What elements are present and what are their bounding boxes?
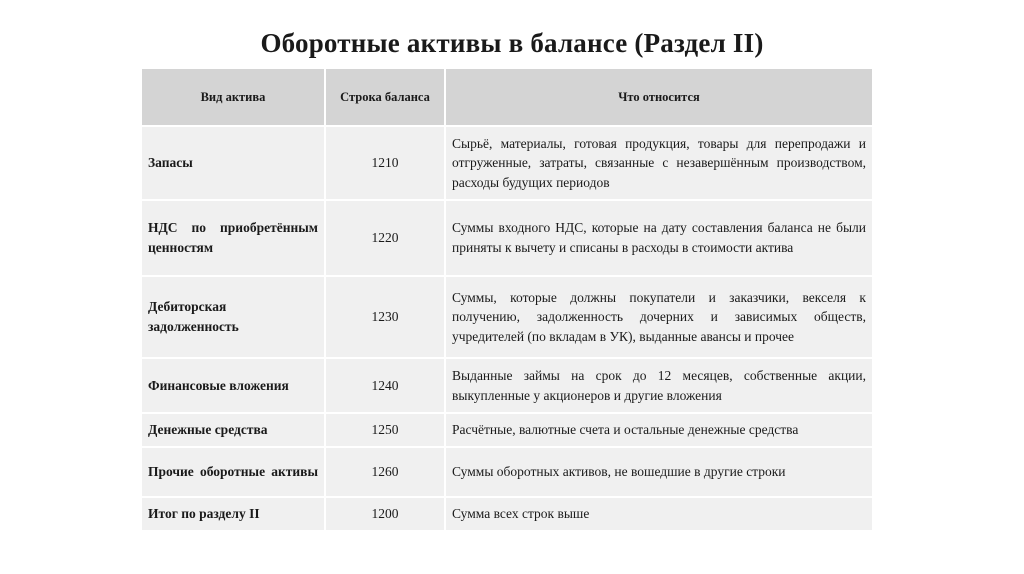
balance-line-code: 1250 <box>325 413 445 447</box>
asset-description: Суммы входного НДС, которые на дату составления баланса не были приняты к вычету и списаны в расходы в стоимости актива <box>445 200 873 276</box>
balance-line-code: 1240 <box>325 358 445 413</box>
asset-description: Сумма всех строк выше <box>445 497 873 531</box>
asset-description: Выданные займы на срок до 12 месяцев, собственные акции, выкупленные у акционеров и другие вложения <box>445 358 873 413</box>
table-row <box>141 200 873 276</box>
asset-name: Денежные средства <box>141 413 325 447</box>
table-row <box>141 413 873 447</box>
asset-description: Суммы оборотных активов, не вошедшие в другие строки <box>445 447 873 497</box>
asset-name: Запасы <box>141 126 325 200</box>
balance-line-code: 1260 <box>325 447 445 497</box>
table-row-total <box>141 497 873 531</box>
table-row <box>141 276 873 358</box>
asset-name: Итог по разделу II <box>141 497 325 531</box>
balance-line-code: 1230 <box>325 276 445 358</box>
asset-name: Прочие оборотные активы <box>141 447 325 497</box>
table-row <box>141 126 873 200</box>
asset-name: Дебиторская задолженность <box>141 276 325 358</box>
balance-line-code: 1200 <box>325 497 445 531</box>
current-assets-table <box>140 67 874 532</box>
header-contents: Что относится <box>445 68 873 126</box>
slide-title: Оборотные активы в балансе (Раздел II) <box>260 28 764 58</box>
table-header-row <box>141 68 873 126</box>
asset-description: Сырьё, материалы, готовая продукция, товары для перепродажи и отгруженные, затраты, связанные с незавершённым производством, расходы будущих периодов <box>445 126 873 200</box>
header-balance-line: Строка баланса <box>325 68 445 126</box>
balance-line-code: 1220 <box>325 200 445 276</box>
table-row <box>141 447 873 497</box>
asset-description: Расчётные, валютные счета и остальные денежные средства <box>445 413 873 447</box>
header-asset-type: Вид актива <box>141 68 325 126</box>
table-row <box>141 358 873 413</box>
asset-name: Финансовые вложения <box>141 358 325 413</box>
asset-description: Суммы, которые должны покупатели и заказчики, векселя к получению, задолженность дочерних и зависимых обществ, учредителей (по вкладам в УК), выданные авансы и прочее <box>445 276 873 358</box>
asset-name: НДС по приобретённым ценностям <box>141 200 325 276</box>
balance-line-code: 1210 <box>325 126 445 200</box>
